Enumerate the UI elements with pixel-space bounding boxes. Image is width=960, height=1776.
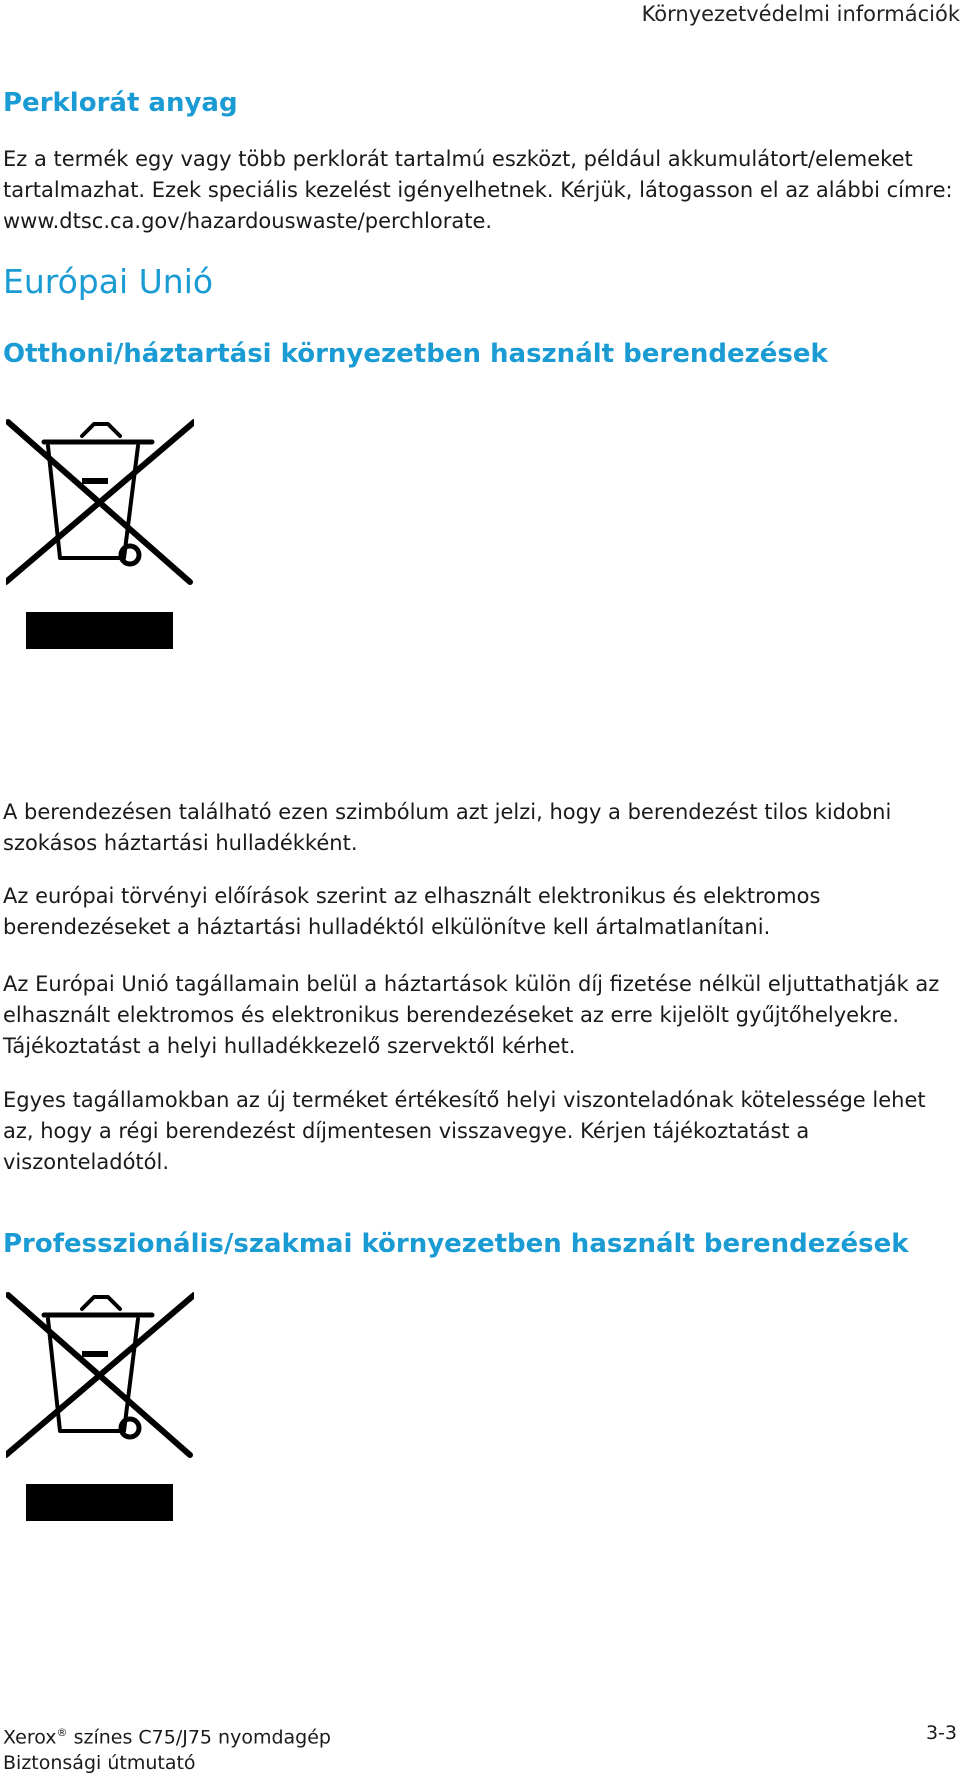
footer-doc-title: Biztonsági útmutató xyxy=(3,1752,196,1775)
weee-bar xyxy=(26,612,173,649)
professional-heading: Professzionális/szakmai környezetben használt berendezések xyxy=(3,1229,909,1259)
page-number: 3-3 xyxy=(925,1722,957,1744)
registered-mark: ® xyxy=(56,1726,68,1739)
weee-symbol-professional xyxy=(6,1291,194,1463)
paragraph: Egyes tagállamokban az új terméket értékesítő helyi viszonteladónak kötelessége lehet az, hogy a régi berendezést díjmentesen visszavegye. Kérjen tájékoztatást a viszonteladótól. xyxy=(3,1088,926,1174)
footer-product: színes C75/J75 nyomdagép xyxy=(67,1726,331,1749)
running-header: Környezetvédelmi információk xyxy=(641,2,960,26)
household-body xyxy=(3,797,960,1178)
paragraph: A berendezésen található ezen szimbólum azt jelzi, hogy a berendezést tilos kidobni szokásos háztartási hulladékként. xyxy=(3,800,892,855)
footer-product-line xyxy=(3,1720,331,1750)
weee-symbol-household xyxy=(6,418,194,590)
household-heading: Otthoni/háztartási környezetben használt berendezések xyxy=(3,339,828,369)
crossed-out-wheelie-bin-icon xyxy=(6,1291,194,1463)
weee-bar xyxy=(26,1484,173,1521)
perchlorate-heading: Perklorát anyag xyxy=(3,88,238,118)
crossed-out-wheelie-bin-icon xyxy=(6,418,194,590)
footer-left xyxy=(3,1720,331,1776)
eu-heading: Európai Unió xyxy=(3,262,214,301)
footer-brand: Xerox xyxy=(3,1726,57,1749)
paragraph: Az Európai Unió tagállamain belül a háztartások külön díj fizetése nélkül eljuttathatják az elhasznált elektromos és elektronikus berendezéseket az erre kijelölt gyűjtőhelyekre. Tájékoztatást a helyi hulladékkezelő szervektől kérhet. xyxy=(3,972,940,1058)
paragraph: Az európai törvényi előírások szerint az elhasznált elektronikus és elektromos berendezéseket a háztartási hulladéktól elkülönítve kell ártalmatlanítani. xyxy=(3,884,821,939)
perchlorate-text: Ez a termék egy vagy több perklorát tartalmú eszközt, például akkumulátort/elemeket tartalmazhat. Ezek speciális kezelést igényelhetnek. Kérjük, látogasson el az alábbi címre: www.dtsc.ca.gov/hazardouswaste/perchlorate. xyxy=(3,147,953,233)
